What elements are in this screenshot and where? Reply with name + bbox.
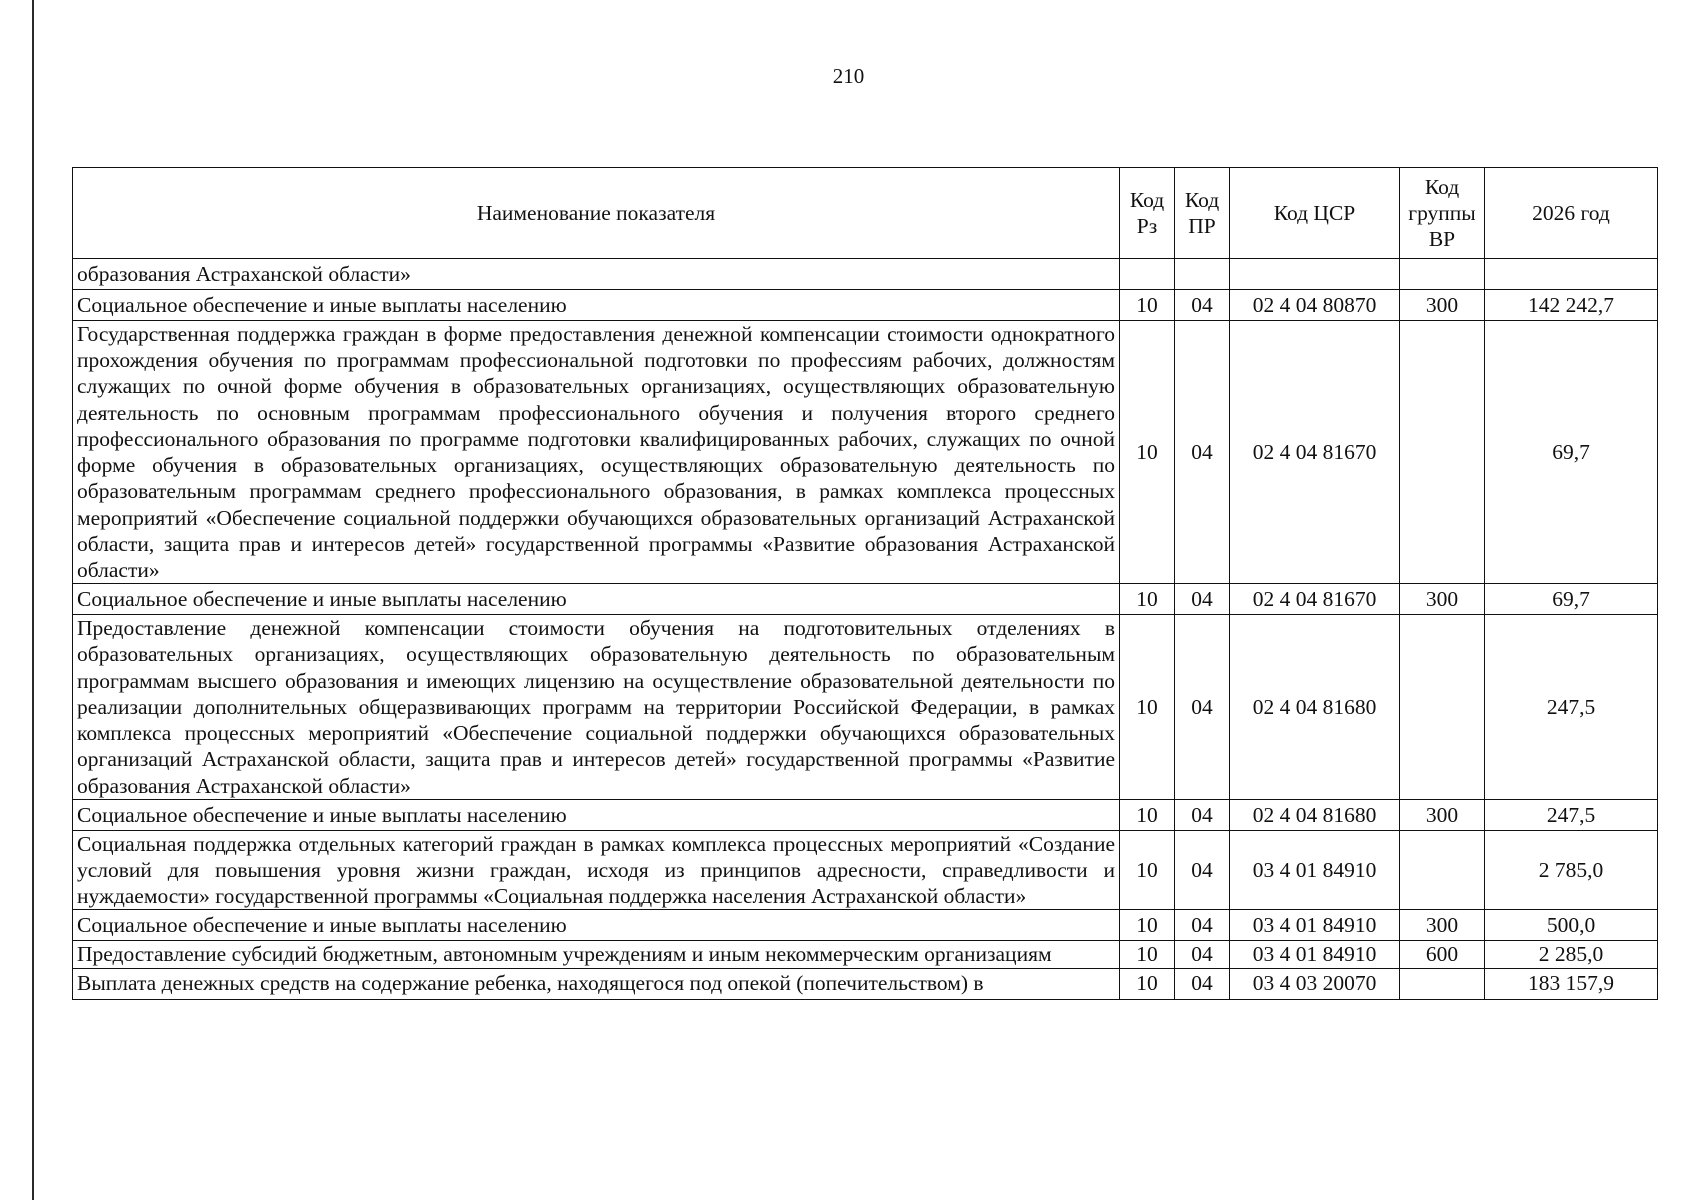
row-code-csr: 02 4 04 81680 (1230, 799, 1400, 830)
row-code-csr (1230, 259, 1400, 290)
row-code-vr: 300 (1400, 910, 1485, 941)
header-name: Наименование показателя (73, 168, 1120, 259)
row-name: Государственная поддержка граждан в форме предоставления денежной компенсации стоимости однократного прохождения обучения по программам профессиональной подготовки по профессиям рабочих, должностям служащих по очной форме обучения в образовательных организациях, осуществляющих образовательную деятельность по основным программам профессионального обучения и получения второго среднего профессионального образования по программе подготовки квалифицированных рабочих, служащих по очной форме обучения в образовательных организациях, осуществляющих образовательную деятельность по образовательным программам среднего профессионального образования, в рамках комплекса процессных мероприятий «Обеспечение социальной поддержки обучающихся образовательных организаций Астраханской области, защита прав и интересов детей» государственной программы «Развитие образования Астраханской области» (73, 321, 1120, 584)
row-name: Социальное обеспечение и иные выплаты населению (73, 910, 1120, 941)
row-code-csr: 03 4 01 84910 (1230, 941, 1400, 968)
row-code-vr: 600 (1400, 941, 1485, 968)
budget-table (72, 167, 1658, 1000)
row-amount: 69,7 (1485, 584, 1658, 615)
table-row (73, 799, 1658, 830)
row-code-rz: 10 (1120, 830, 1175, 910)
row-code-pr: 04 (1175, 584, 1230, 615)
table-row (73, 910, 1658, 941)
row-code-rz: 10 (1120, 321, 1175, 584)
row-code-pr: 04 (1175, 941, 1230, 968)
table-row (73, 941, 1658, 968)
row-name: Социальное обеспечение и иные выплаты населению (73, 290, 1120, 321)
row-amount: 69,7 (1485, 321, 1658, 584)
table-header-row (73, 168, 1658, 259)
binding-margin-line (32, 0, 34, 1200)
row-code-vr (1400, 259, 1485, 290)
row-amount: 500,0 (1485, 910, 1658, 941)
header-code-pr: Код ПР (1175, 168, 1230, 259)
row-name: Социальная поддержка отдельных категорий граждан в рамках комплекса процессных мероприятий «Создание условий для повышения уровня жизни граждан, исходя из принципов адресности, справедливости и нуждаемости» государственной программы «Социальная поддержка населения Астраханской области» (73, 830, 1120, 910)
row-name: Социальное обеспечение и иные выплаты населению (73, 584, 1120, 615)
row-name: Предоставление субсидий бюджетным, автономным учреждениям и иным некоммерческим организациям (73, 941, 1120, 968)
table-row (73, 290, 1658, 321)
row-amount: 247,5 (1485, 615, 1658, 800)
row-code-pr: 04 (1175, 830, 1230, 910)
row-code-vr: 300 (1400, 584, 1485, 615)
table-row (73, 584, 1658, 615)
row-code-csr: 02 4 04 81670 (1230, 321, 1400, 584)
row-code-vr (1400, 968, 1485, 999)
table-row (73, 259, 1658, 290)
row-amount: 2 285,0 (1485, 941, 1658, 968)
row-code-rz: 10 (1120, 941, 1175, 968)
row-code-csr: 03 4 01 84910 (1230, 830, 1400, 910)
row-code-rz: 10 (1120, 799, 1175, 830)
row-code-rz: 10 (1120, 290, 1175, 321)
row-name: Предоставление денежной компенсации стоимости обучения на подготовительных отделениях в образовательных организациях, осуществляющих образовательную деятельность по образовательным программам высшего образования и имеющих лицензию на осуществление образовательной деятельности по реализации дополнительных общеразвивающих программ на территории Российской Федерации, в рамках комплекса процессных мероприятий «Обеспечение социальной поддержки обучающихся образовательных организаций Астраханской области, защита прав и интересов детей» государственной программы «Развитие образования Астраханской области» (73, 615, 1120, 800)
row-code-rz (1120, 259, 1175, 290)
row-code-rz: 10 (1120, 968, 1175, 999)
header-code-vr: Код группы ВР (1400, 168, 1485, 259)
row-code-csr: 03 4 03 20070 (1230, 968, 1400, 999)
row-code-vr (1400, 615, 1485, 800)
row-code-vr: 300 (1400, 290, 1485, 321)
row-code-rz: 10 (1120, 584, 1175, 615)
row-code-pr: 04 (1175, 910, 1230, 941)
table-row (73, 615, 1658, 800)
table-row (73, 321, 1658, 584)
row-code-rz: 10 (1120, 615, 1175, 800)
row-code-csr: 02 4 04 81680 (1230, 615, 1400, 800)
header-code-rz: Код Рз (1120, 168, 1175, 259)
row-amount (1485, 259, 1658, 290)
row-code-pr (1175, 259, 1230, 290)
row-amount: 2 785,0 (1485, 830, 1658, 910)
row-code-vr (1400, 321, 1485, 584)
header-code-csr: Код ЦСР (1230, 168, 1400, 259)
row-name: образования Астраханской области» (73, 259, 1120, 290)
table-row (73, 830, 1658, 910)
row-amount: 183 157,9 (1485, 968, 1658, 999)
row-code-rz: 10 (1120, 910, 1175, 941)
table-row (73, 968, 1658, 999)
row-code-pr: 04 (1175, 615, 1230, 800)
row-code-csr: 03 4 01 84910 (1230, 910, 1400, 941)
row-code-pr: 04 (1175, 321, 1230, 584)
row-code-vr (1400, 830, 1485, 910)
row-code-pr: 04 (1175, 799, 1230, 830)
row-code-csr: 02 4 04 81670 (1230, 584, 1400, 615)
row-amount: 247,5 (1485, 799, 1658, 830)
row-code-csr: 02 4 04 80870 (1230, 290, 1400, 321)
row-amount: 142 242,7 (1485, 290, 1658, 321)
row-code-pr: 04 (1175, 290, 1230, 321)
page-number: 210 (832, 64, 865, 88)
row-code-vr: 300 (1400, 799, 1485, 830)
row-name: Социальное обеспечение и иные выплаты населению (73, 799, 1120, 830)
row-name: Выплата денежных средств на содержание ребенка, находящегося под опекой (попечительством) в (73, 968, 1120, 999)
header-year-2026: 2026 год (1485, 168, 1658, 259)
row-code-pr: 04 (1175, 968, 1230, 999)
